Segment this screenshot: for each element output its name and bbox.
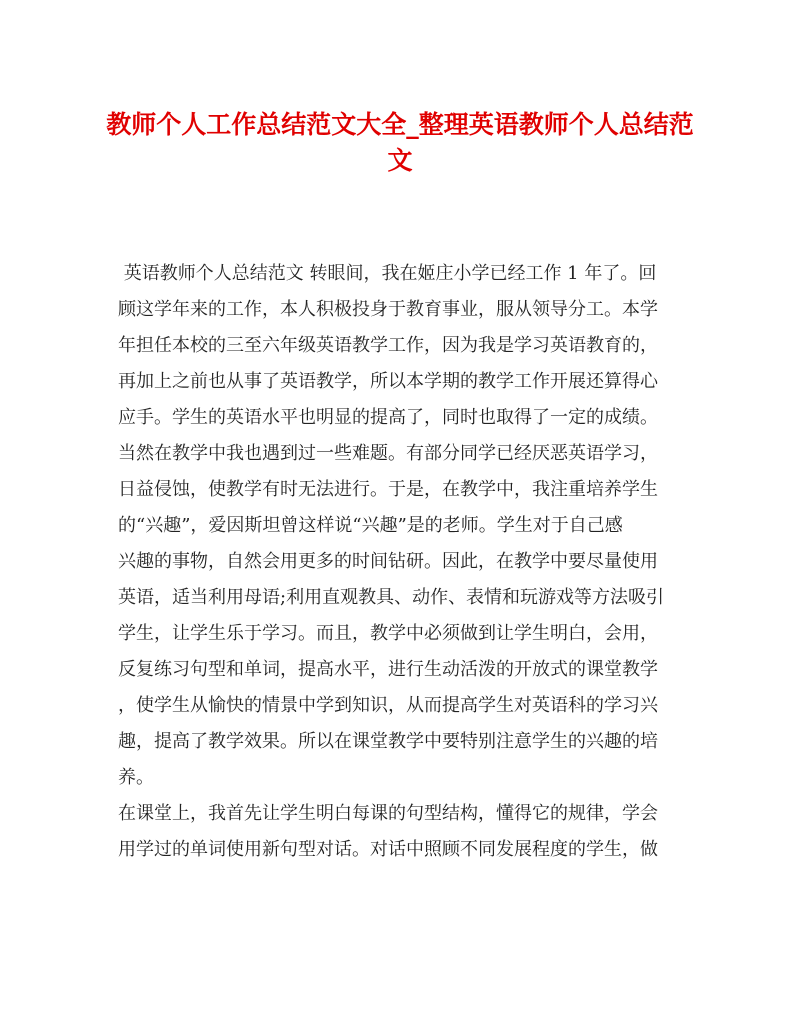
body-line: 日益侵蚀，使教学有时无法进行。于是，在教学中，我注重培养学生 bbox=[118, 479, 658, 500]
body-line: 趣，提高了教学效果。所以在课堂教学中要特别注意学生的兴趣的培 bbox=[118, 731, 658, 752]
body-line: 学生，让学生乐于学习。而且，教学中必须做到让学生明白，会用， bbox=[118, 623, 658, 644]
body-line: 兴趣的事物，自然会用更多的时间钻研。因此，在教学中要尽量使用 bbox=[118, 551, 658, 572]
body-line: 反复练习句型和单词，提高水平，进行生动活泼的开放式的课堂教学 bbox=[118, 659, 658, 680]
body-line: ，使学生从愉快的情景中学到知识，从而提高学生对英语科的学习兴 bbox=[118, 695, 658, 716]
body-line: 英语教师个人总结范文 转眼间，我在姬庄小学已经工作 1 年了。回 bbox=[118, 263, 657, 284]
title-line: 文 bbox=[387, 146, 413, 175]
body-line: 应手。学生的英语水平也明显的提高了，同时也取得了一定的成绩。 bbox=[118, 407, 658, 428]
body-line: 当然在教学中我也遇到过一些难题。有部分同学已经厌恶英语学习， bbox=[118, 443, 658, 464]
body-line: 顾这学年来的工作，本人积极投身于教育事业，服从领导分工。本学 bbox=[118, 299, 658, 320]
body-line: 在课堂上，我首先让学生明白每课的句型结构，懂得它的规律，学会 bbox=[118, 803, 658, 824]
document-title bbox=[100, 104, 700, 176]
body-line: 的“兴趣”，爱因斯坦曾这样说“兴趣”是的老师。学生对于自己感 bbox=[118, 515, 623, 536]
title-line: 教师个人工作总结范文大全_整理英语教师个人总结范 bbox=[106, 110, 694, 139]
body-line: 用学过的单词使用新句型对话。对话中照顾不同发展程度的学生，做 bbox=[118, 839, 658, 860]
body-line: 英语，适当利用母语;利用直观教具、动作、表情和玩游戏等方法吸引 bbox=[118, 587, 665, 608]
body-line: 年担任本校的三至六年级英语教学工作，因为我是学习英语教育的， bbox=[118, 335, 658, 356]
document-body bbox=[118, 256, 678, 868]
body-line: 再加上之前也从事了英语教学，所以本学期的教学工作开展还算得心 bbox=[118, 371, 658, 392]
body-line: 养。 bbox=[118, 767, 154, 788]
